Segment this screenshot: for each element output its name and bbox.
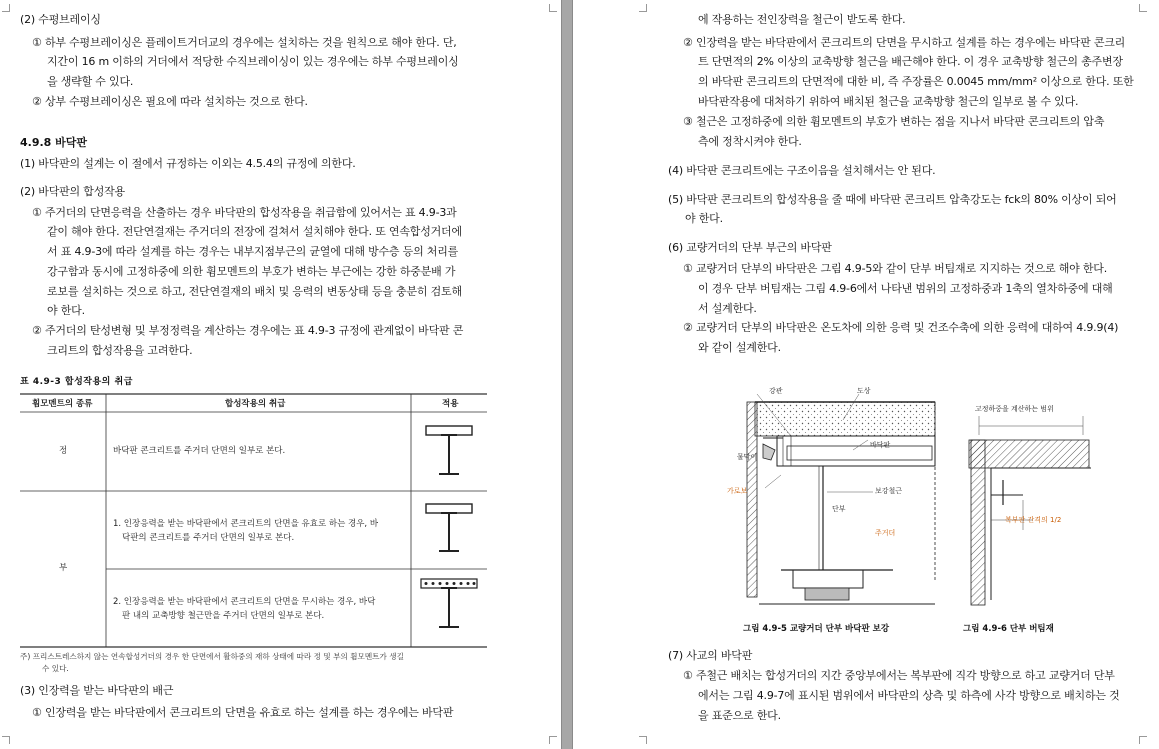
paragraph-line: ② 주거더의 탄성변형 및 부정정력을 계산하는 경우에는 표 4.9-3 규정에 관계없이 바닥판 콘 xyxy=(32,324,464,337)
paragraph-line: 트 단면적의 2% 이상의 교축방향 철근을 배근해야 한다. 이 경우 교축방향 철근의 총주변장 xyxy=(698,55,1123,68)
paragraph-line: ① 교량거더 단부의 바닥판은 그림 4.9-5와 같이 단부 버팀재로 지지하는 것으로 해야 한다. xyxy=(683,262,1108,275)
figure-label: 도상 xyxy=(857,387,871,395)
paragraph-line: (5) 바닥판 콘크리트의 합성작용을 줄 때에 바닥판 콘크리트 압축강도는 fck의 80% 이상이 되어 xyxy=(668,193,1117,206)
figure-label: 복부판 간격의 1/2 xyxy=(1005,516,1062,524)
paragraph-line: (2) 수평브레이싱 xyxy=(20,13,101,26)
girder-section-icon xyxy=(411,412,487,491)
paragraph-line: ① 하부 수평브레이싱은 플레이트거더교의 경우에는 설치하는 것을 원칙으로 해야 한다. 단, xyxy=(32,36,457,49)
paragraph-line: 크리트의 합성작용을 고려한다. xyxy=(47,344,193,357)
figure-label: 주거더 xyxy=(875,529,896,537)
crop-mark xyxy=(639,736,647,744)
paragraph-line: (1) 바닥판의 설계는 이 절에서 규정하는 이외는 4.5.4의 규정에 의한다. xyxy=(20,157,356,170)
paragraph-line: 야 한다. xyxy=(47,304,85,317)
paragraph-line: 와 같이 설계한다. xyxy=(698,341,781,354)
table-cell-text: 판 내의 교축방향 철근만을 주거더 단면의 일부로 본다. xyxy=(122,611,325,621)
paragraph-line: ③ 철근은 고정하중에 의한 휨모멘트의 부호가 변하는 점을 지나서 바닥판 콘크리트의 압축 xyxy=(683,115,1105,128)
table-note: 수 있다. xyxy=(42,664,69,673)
figure-label: 단부 xyxy=(832,505,846,513)
paragraph-line: ② 교량거더 단부의 바닥판은 온도차에 의한 응력 및 건조수축에 의한 응력에 대하여 4.9.9(4) xyxy=(683,321,1119,334)
table-header-cell: 적용 xyxy=(442,399,459,409)
crop-mark xyxy=(639,4,647,12)
table-cell-text: 닥판의 콘크리트를 주거더 단면의 일부로 본다. xyxy=(122,533,295,543)
paragraph-line: 같이 해야 한다. 전단연결재는 주거더의 전장에 걸쳐서 설치해야 한다. 또 연속합성거더에 xyxy=(47,225,462,238)
paragraph-line: ② 상부 수평브레이싱은 필요에 따라 설치하는 것으로 한다. xyxy=(32,95,308,108)
figure-girder-end-detail xyxy=(723,380,953,615)
table-header-cell: 휨모멘트의 종류 xyxy=(32,399,93,409)
girder-rebar-section-icon xyxy=(411,569,487,647)
table-cell-kind: 부 xyxy=(59,563,68,573)
figure-end-strut xyxy=(963,400,1103,615)
figure-label: 물막이 xyxy=(737,453,758,461)
crop-mark xyxy=(1139,4,1147,12)
table-caption: 표 4.9-3 합성작용의 취급 xyxy=(20,377,133,387)
paragraph-line: 측에 정착시켜야 한다. xyxy=(698,135,802,148)
paragraph-line: (2) 바닥판의 합성작용 xyxy=(20,185,125,198)
document-page-left xyxy=(0,0,561,749)
paragraph-line: ① 인장력을 받는 바닥판에서 콘크리트의 단면을 유효로 하는 설계를 하는 경우에는 바닥판 xyxy=(32,706,454,719)
paragraph-line: ② 인장력을 받는 바닥판에서 콘크리트의 단면을 무시하고 설계를 하는 경우에는 바닥판 콘크리 xyxy=(683,36,1126,49)
page-gap xyxy=(561,0,573,749)
paragraph-line: 의 바닥판 콘크리트의 단면적에 대한 비, 즉 주장률은 0.0045 mm/mm² 이상으로 한다. 또한 xyxy=(698,75,1134,88)
paragraph-line: (6) 교량거더의 단부 부근의 바닥판 xyxy=(668,241,832,254)
paragraph-line: (4) 바닥판 콘크리트에는 구조이음을 설치해서는 안 된다. xyxy=(668,164,936,177)
table-cell-text: 2. 인장응력을 받는 바닥판에서 콘크리트의 단면을 무시하는 경우, 바닥 xyxy=(113,597,376,607)
crop-mark xyxy=(1139,736,1147,744)
paragraph-line: 서 설계한다. xyxy=(698,302,757,315)
paragraph-line: (3) 인장력을 받는 바닥판의 배근 xyxy=(20,684,174,697)
figure-label: 가로보 xyxy=(727,487,748,495)
paragraph-line: 을 표준으로 한다. xyxy=(698,709,781,722)
table-note: 주) 프리스트레스하지 않는 연속합성거더의 경우 한 단면에서 활하중의 재하 상태에 따라 정 및 부의 휨모멘트가 생길 xyxy=(20,652,404,661)
paragraph-line: 을 생략할 수 있다. xyxy=(47,75,134,88)
figure-caption: 그림 4.9-6 단부 버팀재 xyxy=(963,624,1054,634)
paragraph-line: 야 한다. xyxy=(685,212,723,225)
paragraph-line: 지간이 16 m 이하의 거더에서 적당한 수직브레이싱이 있는 경우에는 하부 수평브레이싱 xyxy=(47,55,459,68)
figure-caption: 그림 4.9-5 교량거더 단부 바닥판 보강 xyxy=(743,624,890,634)
paragraph-line: ① 주철근 배치는 합성거더의 지간 중앙부에서는 복부판에 직각 방향으로 하고 교량거더 단부 xyxy=(683,669,1115,682)
table-cell-kind: 정 xyxy=(59,446,68,456)
figure-label: 강관 xyxy=(769,387,783,395)
paragraph-line: (7) 사교의 바닥판 xyxy=(668,649,753,662)
figure-label: 보강철근 xyxy=(875,487,903,495)
document-page-right xyxy=(573,0,1159,749)
paragraph-line: 이 경우 단부 버팀재는 그림 4.9-6에서 나타낸 범위의 고정하중과 1축의 열차하중에 대해 xyxy=(698,282,1113,295)
section-heading: 4.9.8 바닥판 xyxy=(20,136,88,149)
table-cell-text: 바닥판 콘크리트를 주거더 단면의 일부로 본다. xyxy=(113,446,286,456)
girder-section-icon xyxy=(411,491,487,569)
paragraph-line: 강구함과 동시에 고정하중에 의한 휨모멘트의 부호가 변하는 부근에는 강한 하중분배 가 xyxy=(47,265,456,278)
table-header-cell: 합성작용의 취급 xyxy=(225,399,286,409)
figure-label: 고정하중을 계산하는 범위 xyxy=(975,405,1054,413)
paragraph-line: 로보를 설치하는 것으로 하고, 전단연결재의 배치 및 응력의 변동상태 등을 충분히 검토해 xyxy=(47,285,462,298)
paragraph-line: 에서는 그림 4.9-7에 표시된 범위에서 바닥판의 상측 및 하측에 사각 방향으로 배치하는 것 xyxy=(698,689,1120,702)
paragraph-line: ① 주거더의 단면응력을 산출하는 경우 바닥판의 합성작용을 취급함에 있어서는 표 4.9-3과 xyxy=(32,206,457,219)
table-cell-text: 1. 인장응력을 받는 바닥판에서 콘크리트의 단면을 유효로 하는 경우, 바 xyxy=(113,519,379,529)
figure-label: 바닥판 xyxy=(870,441,891,449)
paragraph-line: 바닥판작용에 대처하기 위하여 배치된 철근을 교축방향 철근의 일부로 볼 수 있다. xyxy=(698,95,1079,108)
paragraph-line: 서 표 4.9-3에 따라 설계를 하는 경우는 내부지점부근의 균열에 대해 방수층 등의 처리를 xyxy=(47,245,459,258)
paragraph-line: 에 작용하는 전인장력을 철근이 받도록 한다. xyxy=(698,13,906,26)
